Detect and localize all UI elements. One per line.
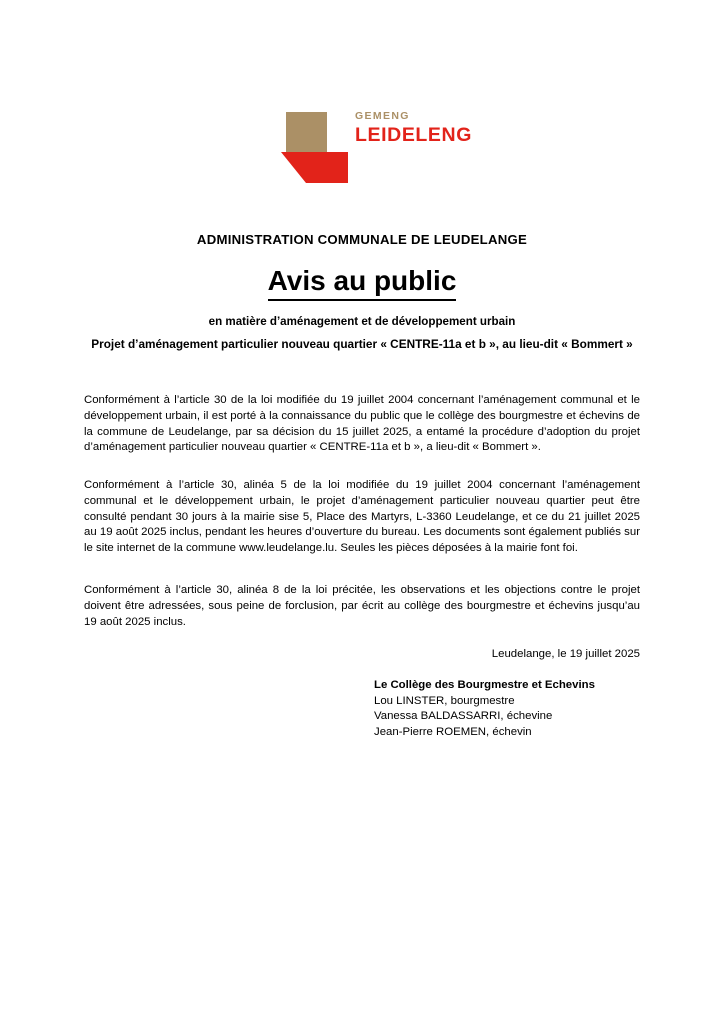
- college-member: Jean-Pierre ROEMEN, échevin: [374, 725, 532, 738]
- college-member: Vanessa BALDASSARRI, échevine: [374, 710, 553, 723]
- college-title: Le Collège des Bourgmestre et Echevins: [374, 679, 595, 691]
- logo-gemeng-text: GEMENG: [355, 110, 410, 122]
- municipality-logo: [281, 108, 472, 186]
- page-title-text: Avis au public: [268, 264, 457, 301]
- place-and-date: Leudelange, le 19 juillet 2025: [491, 648, 640, 660]
- subtitle-domain: en matière d’aménagement et de développement urbain: [208, 315, 516, 328]
- subtitle-project: Projet d’aménagement particulier nouveau quartier « CENTRE-11a et b », au lieu-dit « Bommert »: [91, 337, 633, 351]
- signature-block: [374, 678, 640, 740]
- body-paragraph-1: Conformément à l’article 30 de la loi modifiée du 19 juillet 2004 concernant l’aménagement communal et le développement urbain, il est porté à la connaissance du public que le collège des bourgmestre et échevins de la commune de Leudelange, par sa décision du 15 juillet 2025, a entamé la procédure d’adoption du projet d’aménagement particulier nouveau quartier « CENTRE-11a et b », a lieu-dit « Bommert ».: [84, 394, 640, 454]
- body-paragraph-2: Conformément à l’article 30, alinéa 5 de la loi modifiée du 19 juillet 2004 concernant l’aménagement communal et le développement urbain, le projet d’aménagement particulier nouveau quartier peut être consulté pendant 30 jours à la mairie sise 5, Place des Martyrs, L-3360 Leudelange, et ce du 21 juillet 2025 au 19 août 2025 inclus, pendant les heures d’ouverture du bureau. Les documents sont également publiés sur le site internet de la commune www.leudelange.lu. Seules les pièces déposées à la mairie font foi.: [84, 479, 640, 554]
- administration-heading: ADMINISTRATION COMMUNALE DE LEUDELANGE: [196, 232, 528, 247]
- logo-wordmark: [355, 110, 472, 147]
- logo-mark-icon: [281, 108, 351, 184]
- logo-red-polygon-icon: [281, 152, 348, 183]
- logo-tan-square-icon: [286, 112, 327, 155]
- body-paragraph-3: Conformément à l’article 30, alinéa 8 de la loi précitée, les observations et les objections contre le projet doivent être adressées, sous peine de forclusion, par écrit au collège des bourgmestre et échevins jusqu’au 19 août 2025 inclus.: [84, 584, 640, 628]
- logo-leideleng-text: LEIDELENG: [355, 124, 472, 146]
- college-member: Lou LINSTER, bourgmestre: [374, 694, 515, 707]
- page-title: [0, 264, 724, 301]
